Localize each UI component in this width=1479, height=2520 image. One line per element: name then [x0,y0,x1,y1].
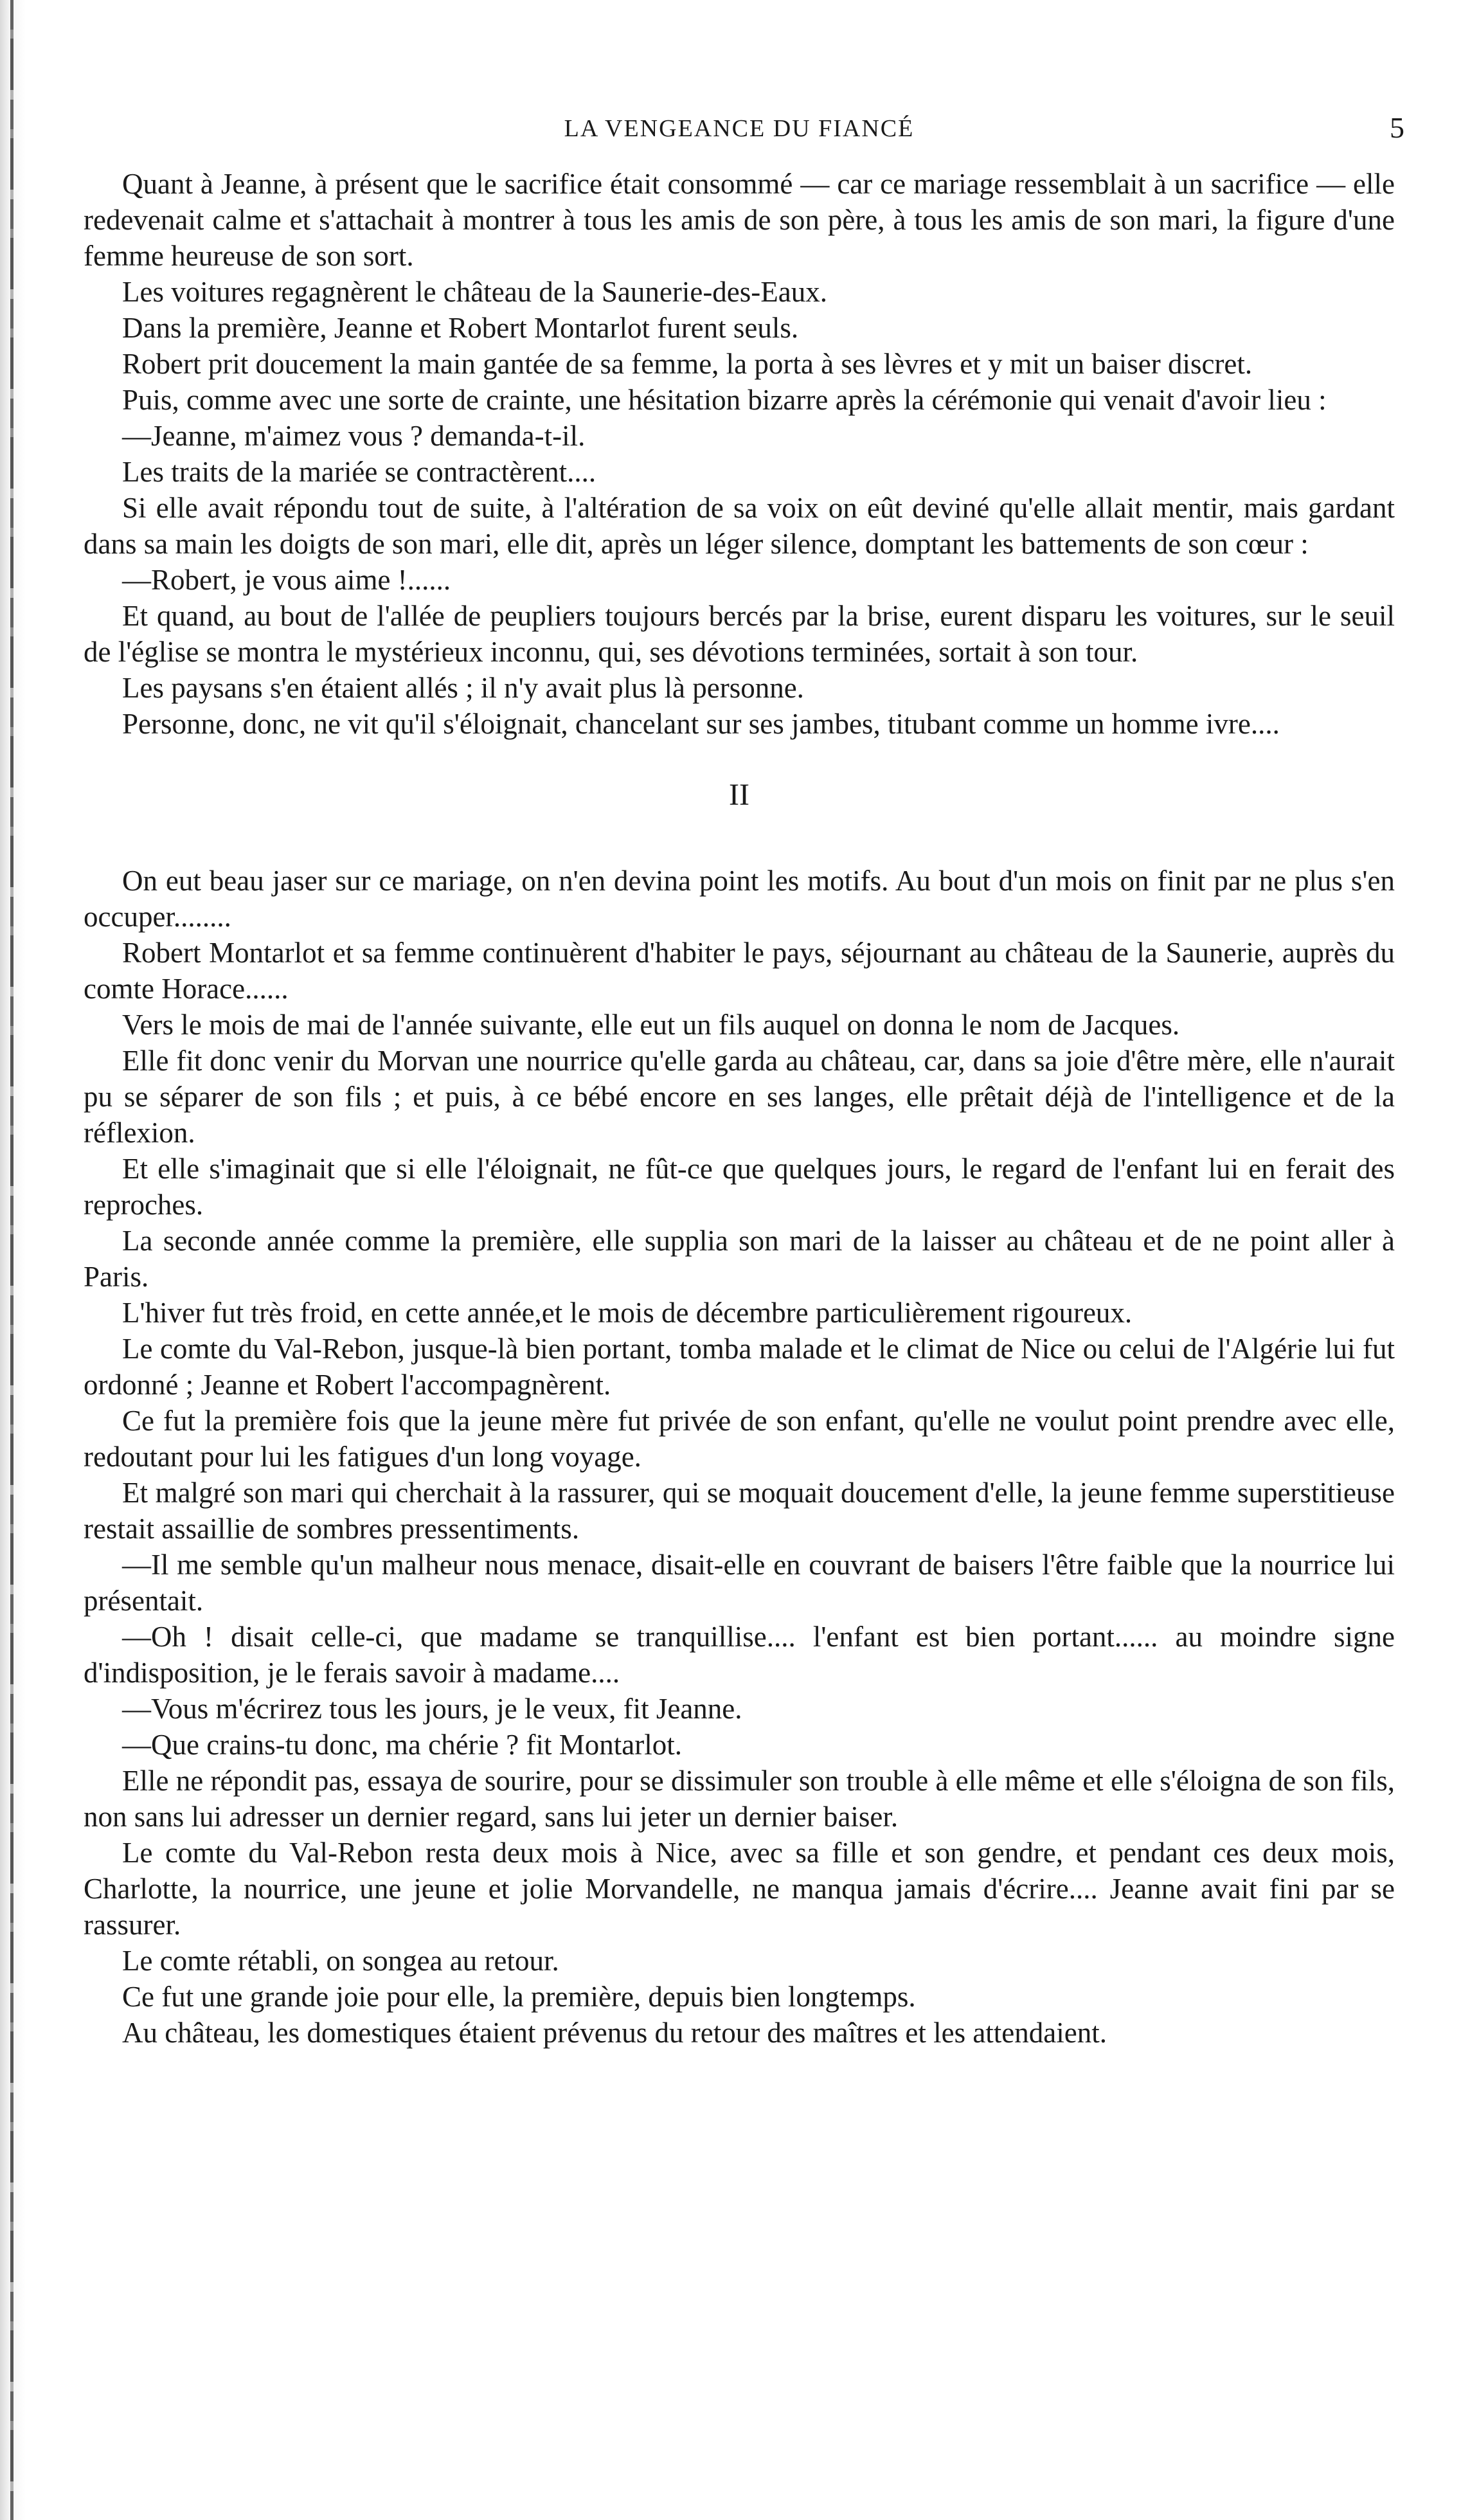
scan-binding-edge [0,0,45,2520]
paragraph: Robert Montarlot et sa femme continuèrent d'habiter le pays, séjournant au château de la Saunerie, auprès du comte Horace...... [84,937,1395,1005]
paragraph: Si elle avait répondu tout de suite, à l'altération de sa voix on eût deviné qu'elle allait mentir, mais gardant dans sa main les doigts de son mari, elle dit, après un léger silence, domptant les battements de son cœur : [84,492,1395,560]
paragraph: Les voitures regagnèrent le château de la Saunerie-des-Eaux. [122,276,827,308]
paragraph: Ce fut la première fois que la jeune mère fut privée de son enfant, qu'elle ne voulut point prendre avec elle, redoutant pour lui les fatigues d'un long voyage. [84,1405,1395,1473]
running-header [84,96,1404,144]
paragraph: Et malgré son mari qui cherchait à la rassurer, qui se moquait doucement d'elle, la jeune femme superstitieuse restait assaillie de sombres pressentiments. [84,1477,1395,1545]
paragraph: —Robert, je vous aime !...... [122,564,451,596]
paragraph: Et quand, au bout de l'allée de peupliers toujours bercés par la brise, eurent disparu les voitures, sur le seuil de l'église se montra le mystérieux inconnu, qui, ses dévotions terminées, sortait à son tour. [84,600,1395,668]
paragraph: —Jeanne, m'aimez vous ? demanda-t-il. [122,420,586,452]
paragraph: Le comte du Val-Rebon, jusque-là bien portant, tomba malade et le climat de Nice ou celui de l'Algérie lui fut ordonné ; Jeanne et Robert l'accompagnèrent. [84,1333,1395,1401]
paragraph: —Il me semble qu'un malheur nous menace, disait-elle en couvrant de baisers l'être faible que la nourrice lui présentait. [84,1549,1395,1617]
paragraph: Les paysans s'en étaient allés ; il n'y avait plus là personne. [122,672,804,704]
body-text [84,166,1395,2051]
paragraph: Dans la première, Jeanne et Robert Montarlot furent seuls. [122,312,799,344]
book-page [84,96,1404,2475]
paragraph: Elle fit donc venir du Morvan une nourrice qu'elle garda au château, car, dans sa joie d'être mère, elle n'aurait pu se séparer de son fils ; et puis, à ce bébé encore en ses langes, elle prêtait déjà de l'intelligence et de la réflexion. [84,1045,1395,1149]
paragraph: Et elle s'imaginait que si elle l'éloignait, ne fût-ce que quelques jours, le regard de l'enfant lui en ferait des reproches. [84,1153,1395,1221]
page-number: 5 [1390,111,1404,144]
paragraph: Au château, les domestiques étaient prévenus du retour des maîtres et les attendaient. [122,2017,1107,2049]
paragraph: Puis, comme avec une sorte de crainte, une hésitation bizarre après la cérémonie qui venait d'avoir lieu : [122,384,1327,416]
paragraph: —Oh ! disait celle-ci, que madame se tranquillise.... l'enfant est bien portant...... au moindre signe d'indisposition, je le ferais savoir à madame.... [84,1621,1395,1689]
paragraph: Le comte du Val-Rebon resta deux mois à Nice, avec sa fille et son gendre, et pendant ces deux mois, Charlotte, la nourrice, une jeune et jolie Morvandelle, ne manqua jamais d'écrire.... Jeanne avait fini par se rassurer. [84,1837,1395,1941]
paragraph: —Que crains-tu donc, ma chérie ? fit Montarlot. [122,1729,682,1761]
paragraph: Les traits de la mariée se contractèrent.... [122,456,596,488]
paragraph: L'hiver fut très froid, en cette année,et le mois de décembre particulièrement rigoureux. [122,1297,1133,1329]
paragraph: —Vous m'écrirez tous les jours, je le veux, fit Jeanne. [122,1693,742,1725]
paragraph: Vers le mois de mai de l'année suivante, elle eut un fils auquel on donna le nom de Jacques. [122,1009,1180,1041]
paragraph: La seconde année comme la première, elle supplia son mari de la laisser au château et de ne point aller à Paris. [84,1225,1395,1293]
paragraph: Elle ne répondit pas, essaya de sourire, pour se dissimuler son trouble à elle même et elle s'éloigna de son fils, non sans lui adresser un dernier regard, sans lui jeter un dernier baiser. [84,1765,1395,1833]
running-title: LA VENGEANCE DU FIANCÉ [564,115,915,142]
paragraph: Robert prit doucement la main gantée de sa femme, la porta à ses lèvres et y mit un baiser discret. [122,348,1253,380]
paragraph: Le comte rétabli, on songea au retour. [122,1945,559,1977]
paragraph: On eut beau jaser sur ce mariage, on n'en devina point les motifs. Au bout d'un mois on finit par ne plus s'en occuper........ [84,865,1395,933]
paragraph: Personne, donc, ne vit qu'il s'éloignait, chancelant sur ses jambes, titubant comme un homme ivre.... [122,708,1280,740]
chapter-section-heading: II [729,778,749,812]
paragraph: Ce fut une grande joie pour elle, la première, depuis bien longtemps. [122,1981,916,2013]
paragraph: Quant à Jeanne, à présent que le sacrifice était consommé — car ce mariage ressemblait à un sacrifice — elle redevenait calme et s'attachait à montrer à tous les amis de son père, à tous les amis de son mari, la figure d'une femme heureuse de son sort. [84,168,1395,272]
